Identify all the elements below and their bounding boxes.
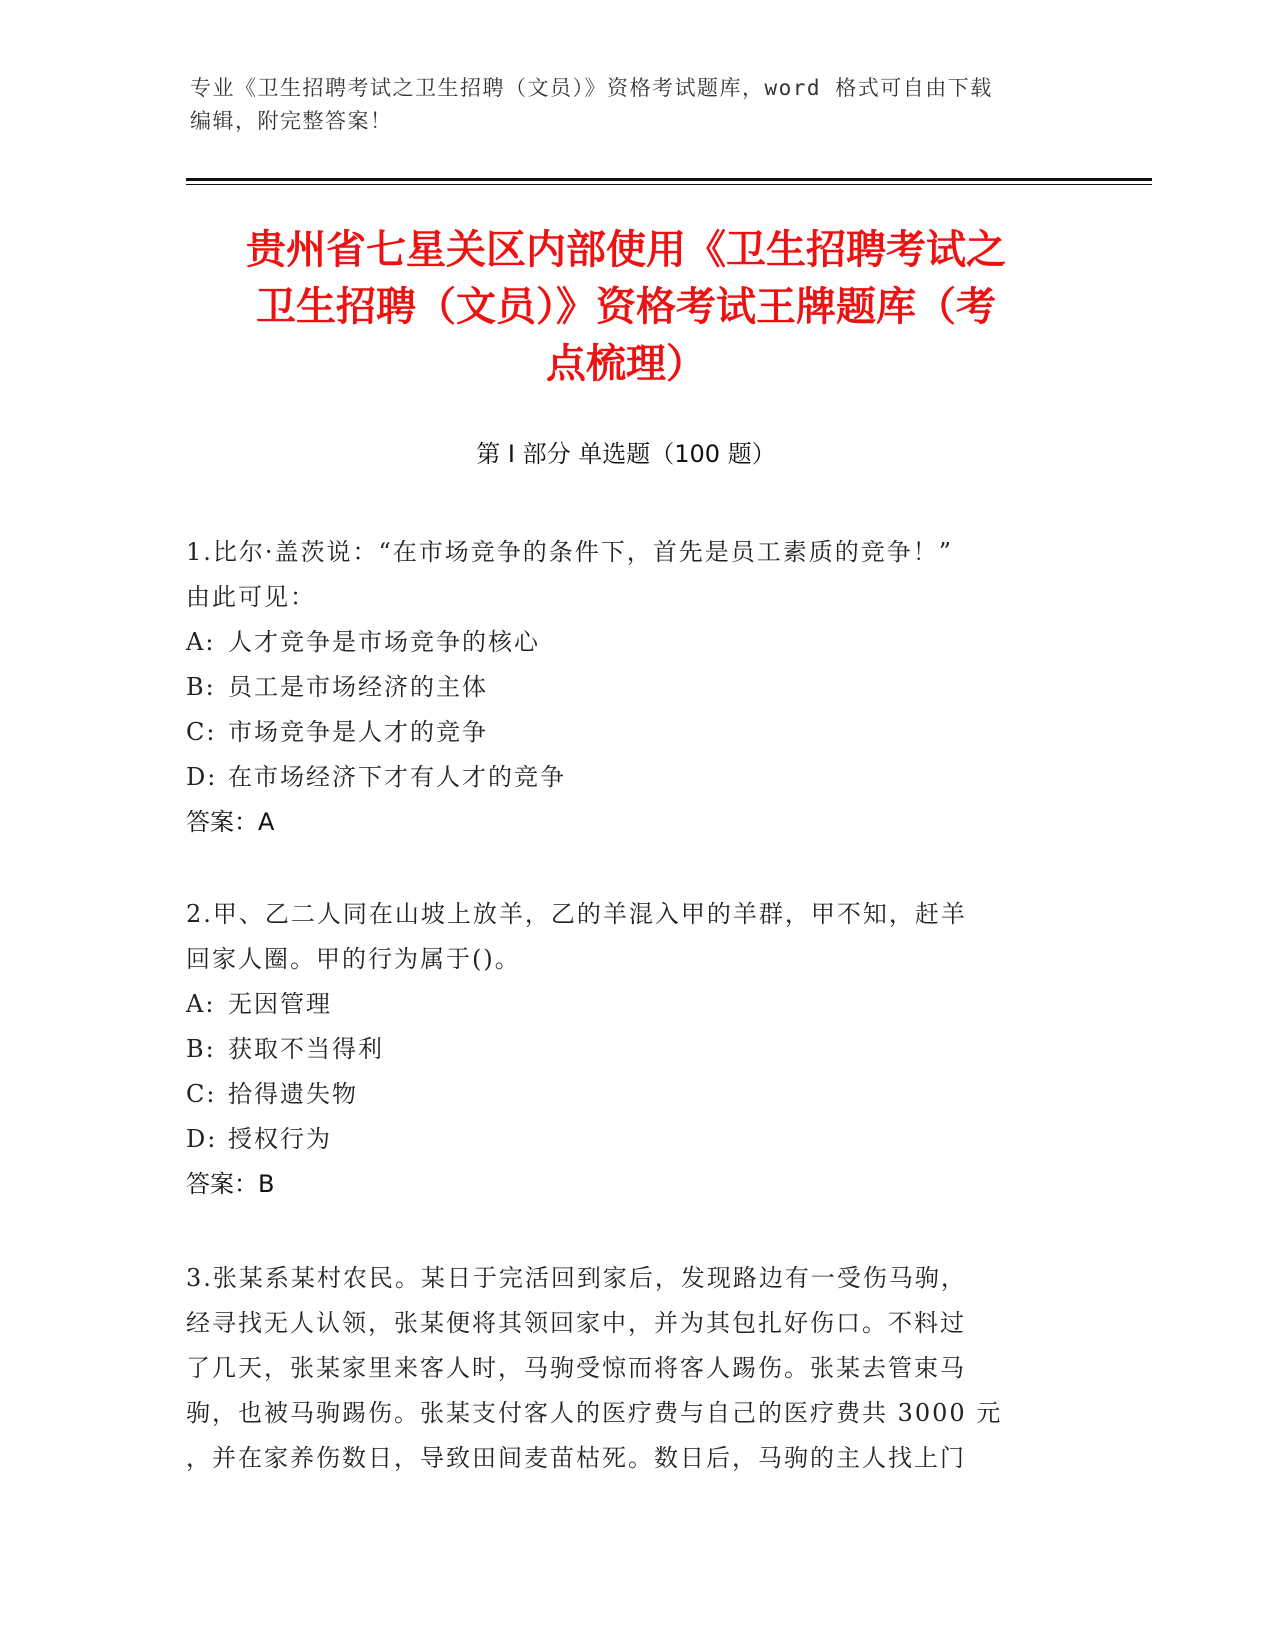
option-c xyxy=(186,1072,1086,1117)
option-d xyxy=(186,1117,1086,1162)
header-note-line-1: 专业《卫生招聘考试之卫生招聘（文员）》资格考试题库，word 格式可自由下载 xyxy=(190,76,993,100)
option-text: 拾得遗失物 xyxy=(228,1080,358,1108)
option-b xyxy=(186,665,1086,710)
section-title: 第 I 部分 单选题（100 题） xyxy=(476,440,776,468)
answer-label: 答案：B xyxy=(186,1170,275,1198)
question-stem xyxy=(186,530,1086,620)
question-stem-line: ，并在家养伤数日，导致田间麦苗枯死。数日后，马驹的主人找上门 xyxy=(186,1444,966,1472)
question-stem-line: 2.甲、乙二人同在山坡上放羊，乙的羊混入甲的羊群，甲不知，赶羊 xyxy=(186,900,967,928)
question-stem-line: 3.张某系某村农民。某日于完活回到家后，发现路边有一受伤马驹， xyxy=(186,1264,967,1292)
option-c xyxy=(186,710,1086,755)
option-key: D: xyxy=(186,1125,218,1153)
option-a xyxy=(186,620,1086,665)
question-1 xyxy=(186,530,1086,845)
option-key: C: xyxy=(186,1080,217,1108)
option-key: C: xyxy=(186,718,217,746)
header-rule-thin xyxy=(186,184,1152,185)
header-note xyxy=(190,72,1080,138)
option-key: A: xyxy=(186,990,216,1018)
option-text: 市场竞争是人才的竞争 xyxy=(228,718,488,746)
question-stem-line: 驹，也被马驹踢伤。张某支付客人的医疗费与自己的医疗费共 3000 元 xyxy=(186,1399,1003,1427)
question-stem-line: 1.比尔·盖茨说：“在市场竞争的条件下，首先是员工素质的竞争！” xyxy=(186,538,954,566)
option-a xyxy=(186,982,1086,1027)
option-text: 授权行为 xyxy=(228,1125,332,1153)
option-key: A: xyxy=(186,628,216,656)
option-key: B: xyxy=(186,1035,216,1063)
option-key: D: xyxy=(186,763,218,791)
question-3 xyxy=(186,1256,1086,1481)
option-d xyxy=(186,755,1086,800)
option-text: 获取不当得利 xyxy=(228,1035,384,1063)
option-text: 人才竞争是市场竞争的核心 xyxy=(228,628,540,656)
question-stem xyxy=(186,892,1086,982)
option-b xyxy=(186,1027,1086,1072)
answer-label: 答案：A xyxy=(186,808,275,836)
document-title xyxy=(186,222,1066,393)
question-stem-line: 由此可见： xyxy=(186,583,316,611)
header-note-line-2: 编辑，附完整答案！ xyxy=(190,109,393,133)
option-text: 无因管理 xyxy=(228,990,332,1018)
question-stem xyxy=(186,1256,1086,1481)
question-stem-line: 经寻找无人认领，张某便将其领回家中，并为其包扎好伤口。不料过 xyxy=(186,1309,966,1337)
document-title-line-2: 卫生招聘（文员）》资格考试王牌题库（考 xyxy=(256,284,996,330)
header-rule-thick xyxy=(186,178,1152,181)
document-title-line-3: 点梳理） xyxy=(546,341,706,387)
question-stem-line: 回家人圈。甲的行为属于()。 xyxy=(186,945,521,973)
option-text: 在市场经济下才有人才的竞争 xyxy=(228,763,566,791)
question-2 xyxy=(186,892,1086,1207)
question-stem-line: 了几天，张某家里来客人时，马驹受惊而将客人踢伤。张某去管束马 xyxy=(186,1354,966,1382)
option-key: B: xyxy=(186,673,216,701)
option-text: 员工是市场经济的主体 xyxy=(228,673,488,701)
document-title-line-1: 贵州省七星关区内部使用《卫生招聘考试之 xyxy=(246,227,1006,273)
